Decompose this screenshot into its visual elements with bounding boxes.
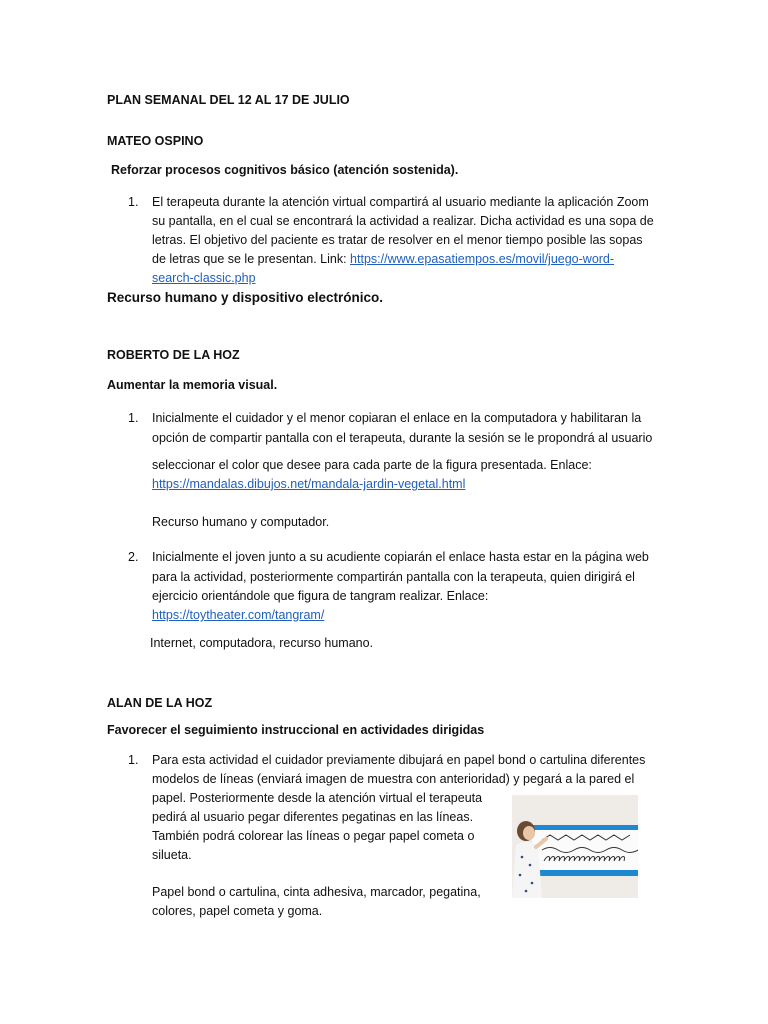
paragraph-line: papel. Posteriormente desde la atención virtual el terapeuta [152,791,483,805]
document-title: PLAN SEMANAL DEL 12 AL 17 DE JULIO [107,93,350,107]
paragraph-line [152,475,660,494]
link-mandalas[interactable]: https://mandalas.dibujos.net/mandala-jardin-vegetal.html [152,477,466,491]
student-name-mateo: MATEO OSPINO [107,134,204,148]
paragraph-line: su pantalla, en el cual se encontrará la actividad a realizar. Dicha actividad es una sopa de [152,214,654,228]
link-epasatiempos[interactable]: https://www.epasatiempos.es/movil/juego-word- [350,252,615,266]
resources-alan-line: colores, papel cometa y goma. [152,904,323,918]
objective-alan: Favorecer el seguimiento instruccional en actividades dirigidas [107,723,485,737]
paragraph-line: modelos de líneas (enviará imagen de muestra con anterioridad) y pegará a la pared el [152,772,635,786]
paragraph-line: ejercicio orientándole que figura de tangram realizar. Enlace: [152,589,489,603]
paragraph-line: opción de compartir pantalla con el terapeuta, durante la sesión se le propondrá al usuario [152,431,653,445]
paragraph-line: letras. El objetivo del paciente es tratar de resolver en el menor tiempo posible las sopas [152,233,643,247]
resources-roberto-2: Internet, computadora, recurso humano. [150,636,374,650]
paragraph-line: para la actividad, posteriormente compartirán pantalla con la terapeuta, quien dirigirá el [152,570,635,584]
paragraph-line: El terapeuta durante la atención virtual compartirá al usuario mediante la aplicación Zoom [152,195,649,209]
paragraph-line: silueta. [152,848,192,862]
resources-mateo: Recurso humano y dispositivo electrónico. [107,290,384,305]
paragraph-line: seleccionar el color que desee para cada parte de la figura presentada. Enlace: [152,458,592,472]
objective-roberto: Aumentar la memoria visual. [107,378,278,392]
resources-roberto-1: Recurso humano y computador. [152,515,330,529]
paragraph-line: Para esta actividad el cuidador previamente dibujará en papel bond o cartulina diferentes [152,753,646,767]
student-name-alan: ALAN DE LA HOZ [107,696,213,710]
paragraph-line [152,606,660,625]
paragraph-line: de letras que se le presentan. Link: https://www.epasatiempos.es/movil/juego-word- [152,252,615,266]
paragraph-line: pedirá al usuario pegar diferentes pegatinas en las líneas. [152,810,474,824]
paragraph-line: Inicialmente el cuidador y el menor copiaran el enlace en la computadora y habilitaran la [152,411,642,425]
resources-alan-line: Papel bond o cartulina, cinta adhesiva, marcador, pegatina, [152,885,481,899]
list-number: 2. [128,550,139,564]
link-epasatiempos-cont[interactable]: search-classic.php [152,271,256,285]
child-drawing-lines-photo [512,795,638,898]
paragraph-line: También podrá colorear las líneas o pegar papel cometa o [152,829,475,843]
list-number: 1. [128,195,139,209]
paragraph-line: Inicialmente el joven junto a su acudiente copiarán el enlace hasta estar en la página web [152,550,649,564]
list-number: 1. [128,411,139,425]
link-toytheater[interactable]: https://toytheater.com/tangram/ [152,608,325,622]
objective-mateo: Reforzar procesos cognitivos básico (atención sostenida). [111,163,459,177]
student-name-roberto: ROBERTO DE LA HOZ [107,348,240,362]
list-number: 1. [128,753,139,767]
paragraph-line [152,269,660,288]
